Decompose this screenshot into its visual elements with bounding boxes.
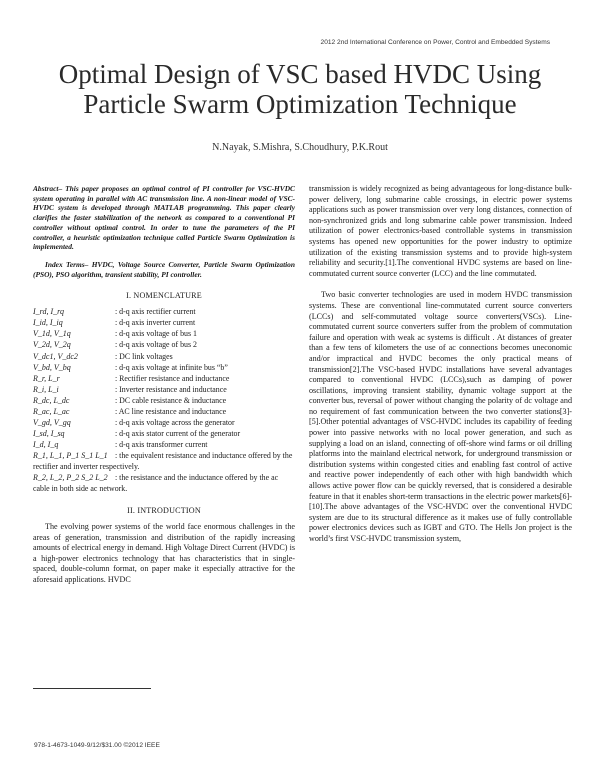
nomenclature-row	[33, 429, 295, 440]
nomenclature-definition: : DC cable resistance & inductance	[115, 395, 227, 405]
right-column	[309, 184, 572, 545]
nomenclature-list	[33, 307, 295, 494]
nomenclature-heading: I. NOMENCLATURE	[126, 291, 202, 301]
nomenclature-definition: : d-q axis voltage across the generator	[115, 418, 235, 428]
nomenclature-symbol: V_dc1, V_dc2	[33, 351, 78, 361]
nomenclature-symbol: R_1, L_1, P_1 S_1 L_1	[33, 451, 108, 461]
nomenclature-row	[33, 385, 295, 396]
introduction-paragraph: Two basic converter technologies are used in modern HVDC transmission systems. These are conventional line-commutated current source converters (LCCs) and self-commutated voltage source converters(VSCs). Line-commutated current source converters suffer from the problem of commutation failure and operation with weak ac systems is difficult . At distances of greater than a few tens of kilometers the use of ac connections becomes uneconomic and/or impractical and HVDC becomes the only practical means of transmission[2].The VSC-based HVDC installations have several advantages compared to conventional HVDC (LCCs),such as damping of power oscillations, improving transient stability, dynamic voltage support at the converter bus, reversal of power without changing the polarity of dc voltage and no requirement of fast communication between the two converter stations[3]-[5].Other potential advantages of VSC-HVDC includes its capability of feeding power into passive networks with no local power generation, and such as supplying a load on an island, connecting of off-shore wind farms or oil drilling platforms into the mainland electrical network, for underground transmission or distribution systems within congested cities and enabling fast control of active and reactive power independently of each other with high bandwidth which allows active power flow can be quickly reversed, that is considered a desirable feature in that it enables short-term transactions in the electric power markets[6]-[10].The above advantages of the VSC-HVDC over the conventional HVDC system are due to its structural difference as it makes use of fully controllable power electronics devices such as IGBT and GTO. The Hells Jon project is the world’s first VSC-HVDC transmission system,	[309, 290, 572, 543]
nomenclature-definition: : d-q axis voltage at infinite bus “b”	[115, 362, 228, 372]
nomenclature-row	[33, 362, 295, 373]
left-column	[33, 184, 295, 585]
footnote-rule	[33, 688, 151, 689]
nomenclature-symbol: V_2d, V_2q	[33, 340, 71, 350]
copyright-footer: 978-1-4673-1049-9/12/$31.00 ©2012 IEEE	[34, 742, 160, 749]
nomenclature-definition: : AC line resistance and inductance	[115, 407, 227, 417]
conference-header: 2012 2nd International Conference on Power, Control and Embedded Systems	[320, 39, 550, 46]
nomenclature-long-row	[33, 473, 295, 495]
nomenclature-definition: : Inverter resistance and inductance	[115, 384, 227, 394]
author-list: N.Nayak, S.Mishra, S.Choudhury, P.K.Rout	[212, 142, 388, 153]
nomenclature-row	[33, 329, 295, 340]
nomenclature-definition: : d-q axis voltage of bus 1	[115, 329, 197, 339]
nomenclature-row	[33, 407, 295, 418]
introduction-paragraph-continued: transmission is widely recognized as being advantageous for long-distance bulk-power delivery, long submarine cable crossings, in electric power systems applications such as power transmission over very long distances, connection of non-synchronized grids and long submarine cable power transmission. Indeed utilization of power electronics-based controllable systems in transmission systems has opened new opportunities for the power industry to optimize utilization of the existing transmission systems and to provide high-system reliability and security.[1].The conventional HVDC systems are based on line-commutated current source converter (LCC) and the line commutated.	[309, 184, 572, 278]
nomenclature-row	[33, 440, 295, 451]
nomenclature-definition: : d-q axis rectifier current	[115, 307, 196, 317]
introduction-heading: II. INTRODUCTION	[127, 506, 201, 516]
nomenclature-row	[33, 396, 295, 407]
nomenclature-row	[33, 373, 295, 384]
nomenclature-definition: : DC link voltages	[115, 351, 173, 361]
abstract: Abstract– This paper proposes an optimal control of PI controller for VSC-HVDC system operating in parallel with AC transmission line. A non-linear model of VSC-HVDC system is developed through MATLAB programming. This paper clearly clarifies the faster stabilization of the network as compared to a conventional PI controller without optimal control. In order to tune the parameters of the PI controller, a heuristic optimization technique called Particle Swarm Optimization is implemented.	[33, 184, 295, 252]
nomenclature-row	[33, 418, 295, 429]
nomenclature-row	[33, 307, 295, 318]
nomenclature-symbol: I_sd, I_sq	[33, 429, 65, 439]
nomenclature-symbol: I_id, I_iq	[33, 318, 63, 328]
nomenclature-definition: : d-q axis stator current of the generator	[115, 429, 241, 439]
nomenclature-symbol: V_1d, V_1q	[33, 329, 71, 339]
nomenclature-definition: : Rectifier resistance and inductance	[115, 373, 230, 383]
nomenclature-definition: : d-q axis transformer current	[115, 440, 208, 450]
nomenclature-row	[33, 318, 295, 329]
nomenclature-symbol: R_dc, L_dc	[33, 395, 70, 405]
introduction-paragraph: The evolving power systems of the world face enormous challenges in the areas of generation, transmission and distribution of the rapidly increasing amounts of electrical energy in demand. High Voltage Direct Current (HVDC) is a high-power electronics technology that has characteristics that in single-spaced, double-column format, on paper make it especially attractive for the aforesaid applications. HVDC	[33, 521, 295, 584]
nomenclature-row	[33, 340, 295, 351]
nomenclature-definition: : d-q axis inverter current	[115, 318, 196, 328]
nomenclature-definition: : the equivalent resistance and inductance offered by the rectifier and inverter respectively.	[33, 451, 293, 471]
nomenclature-symbol: R_i, L_i	[33, 384, 59, 394]
nomenclature-long-row	[33, 451, 295, 473]
nomenclature-definition: : d-q axis voltage of bus 2	[115, 340, 197, 350]
nomenclature-symbol: R_ac, L_ac	[33, 407, 70, 417]
nomenclature-symbol: R_2, L_2, P_2 S_2 L_2	[33, 472, 108, 482]
nomenclature-symbol: R_r, L_r	[33, 373, 60, 383]
paper-title: Optimal Design of VSC based HVDC Using Particle Swarm Optimization Technique	[58, 59, 542, 119]
index-terms: Index Terms– HVDC, Voltage Source Converter, Particle Swarm Optimization (PSO), PSO algorithm, transient stability, PI controller.	[33, 259, 295, 279]
nomenclature-symbol: V_gd, V_gq	[33, 418, 71, 428]
nomenclature-symbol: I_rd, I_rq	[33, 307, 64, 317]
nomenclature-symbol: V_bd, V_bq	[33, 362, 71, 372]
nomenclature-definition: : the resistance and the inductance offered by the ac cable in both side ac network.	[33, 472, 279, 493]
nomenclature-row	[33, 351, 295, 362]
nomenclature-symbol: I_d, I_q	[33, 440, 59, 450]
